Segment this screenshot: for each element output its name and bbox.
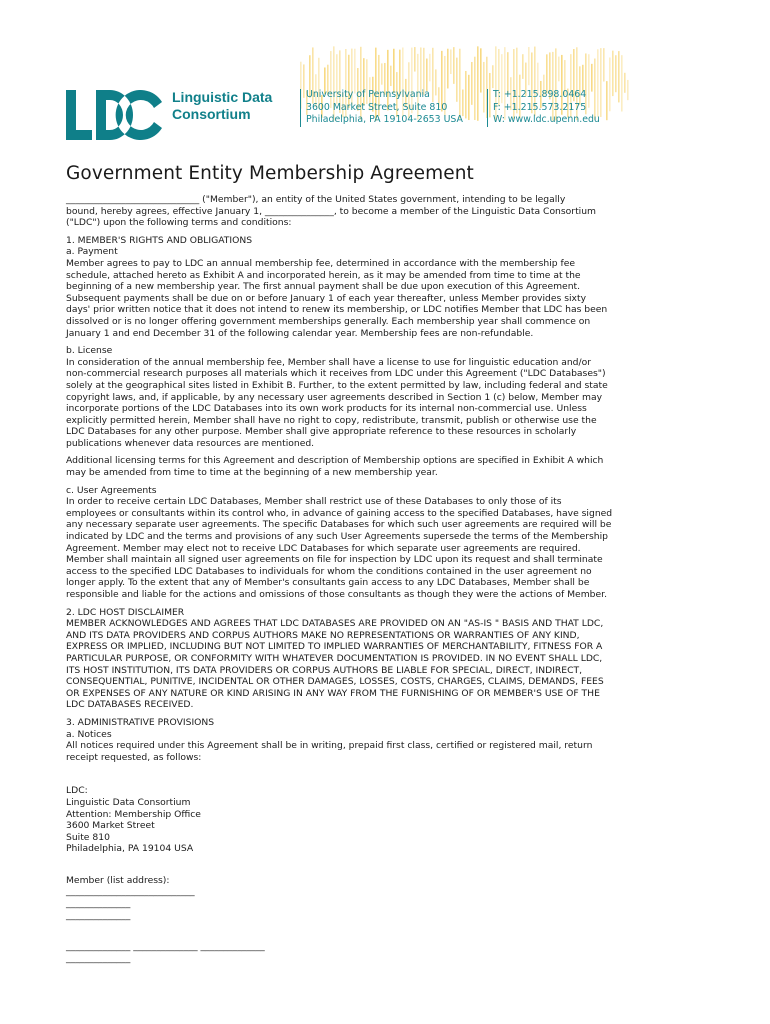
postal-address (300, 89, 463, 127)
section-3a-heading: a. Notices (66, 728, 112, 740)
decorative-stripe (621, 55, 623, 111)
page-title: Government Entity Membership Agreement (66, 163, 474, 184)
spacer (66, 927, 666, 941)
section-1a-heading: a. Payment (66, 246, 118, 258)
decorative-stripe (423, 48, 425, 95)
decorative-stripe (492, 65, 494, 88)
org-name (172, 89, 272, 123)
section-1c-heading: c. User Agreements (66, 484, 157, 496)
decorative-stripe (447, 49, 449, 89)
section-1b-heading: b. License (66, 345, 113, 357)
intro-paragraph: _____________________________ ("Member"), an entity of the United States government, intending to be legally bound, hereby agrees, effective January 1, _______________, to become a member of the Linguistic Data Consortium ("LDC") upon the following terms and conditions: (66, 194, 596, 229)
decorative-stripe (429, 54, 431, 82)
decorative-stripe (582, 65, 584, 92)
fax: F: +1.215.573.2175 (493, 101, 587, 113)
section-1c-text: In order to receive certain LDC Databases, Member shall restrict use of these Databases to only those of its employees or consultants within its control who, in advance of gaining access to the specified Databases, have signed any necessary separate user agreements. The specific Databases for which such user agreements are required will be indicated by LDC and the terms and provisions of any such User Agreements supersede the terms of the Membership Agreement. Member may elect not to receive LDC Databases for which separate user agreements are required. Member shall maintain all signed user agreements on file for inspection by LDC upon its request and shall terminate access to the specified LDC Databases to individuals for whom the conditions contained in the user agreement no longer apply. To the extent that any of Member's consultants gain access to any LDC Databases, Member shall be responsible and liable for the actions and omissions of those consultants as though they were the actions of Member. (66, 496, 613, 600)
member-address-blank-2[interactable]: ______________ ______________ ______________ ______________ (66, 941, 265, 964)
decorative-stripe (618, 51, 620, 102)
member-address-label: Member (list address): (66, 874, 170, 886)
decorative-stripe (591, 64, 593, 92)
section-1a-text: Member agrees to pay to LDC an annual membership fee, determined in accordance with the membership fee schedule, attached hereto as Exhibit A and incorporated herein, as it may be amended from time to time at the beginning of a new membership year. The first annual payment shall be due upon execution of this Agreement. Subsequent payments shall be due on or before January 1 of each year thereafter, unless Member provides sixty days' prior written notice that it does not intend to renew its membership, or LDC notifies Member that LDC has been dissolved or is no longer offering government memberships generally. Each membership year shall commence on January 1 and end December 31 of the following calendar year. Membership fees are non-refundable. (66, 257, 608, 339)
section-1b-additional: Additional licensing terms for this Agreement and description of Membership options are specified in Exhibit A which may be amended from time to time at the beginning of a new membership year. (66, 455, 604, 479)
decorative-stripe (480, 48, 482, 92)
decorative-stripe (453, 47, 455, 84)
contact-info (487, 89, 600, 127)
decorative-stripe (603, 48, 605, 81)
decorative-stripe (546, 54, 548, 93)
decorative-stripe (426, 59, 428, 92)
decorative-stripe (354, 49, 356, 94)
spacer (66, 769, 666, 785)
decorative-stripe (414, 47, 416, 71)
address-line: University of Pennsylvania (306, 89, 430, 100)
decorative-stripe (381, 63, 383, 84)
decorative-stripe (627, 80, 629, 100)
section-3-heading: 3. ADMINISTRATIVE PROVISIONS (66, 716, 215, 728)
decorative-stripe (420, 47, 422, 94)
section-3a-text: All notices required under this Agreement shall be in writing, prepaid first class, certified or registered mail, return receipt requested, as follows: (66, 740, 593, 763)
member-address-blank[interactable]: ____________________________ ______________ ______________ (66, 886, 195, 921)
decorative-stripe (471, 62, 473, 105)
phone: T: +1.215.898.0464 (493, 89, 587, 100)
decorative-stripe (465, 71, 467, 118)
org-name-line2: Consortium (172, 106, 251, 122)
decorative-stripe (474, 57, 476, 120)
org-name-line1: Linguistic Data (172, 89, 273, 105)
section-2-text: MEMBER ACKNOWLEDGES AND AGREES THAT LDC DATABASES ARE PROVIDED ON AN "AS-IS " BASIS AND THAT LDC, AND ITS DATA PROVIDERS AND CORPUS AUTHORS MAKE NO REPRESENTATIONS OR WARRANTIES OF ANY KIND, EXPRESS OR IMPLIED, INCLUDING BUT NOT LIMITED TO IMPLIED WARRANTIES OF MERCHANTABILITY, FITNESS FOR A PARTICULAR PURPOSE, OR CONFORMITY WITH WHATEVER DOCUMENTATION IS PROVIDED. IN NO EVENT SHALL LDC, ITS HOST INSTITUTION, ITS DATA PROVIDERS OR CORPUS AUTHORS BE LIABLE FOR SPECIAL, DIRECT, INDIRECT, CONSEQUENTIAL, PUNITIVE, INCIDENTAL OR OTHER DAMAGES, LOSSES, COSTS, CHARGES, CLAIMS, DEMANDS, FEES OR EXPENSES OF ANY NATURE OR KIND ARISING IN ANY WAY FROM THE FURNISHING OF OR MEMBER'S USE OF THE LDC DATABASES RECEIVED. (66, 618, 604, 711)
decorative-stripe (615, 55, 617, 92)
decorative-stripe (600, 48, 602, 117)
spacer (66, 861, 666, 875)
decorative-stripe (393, 49, 395, 93)
website-link[interactable]: W: www.ldc.upenn.edu (493, 114, 600, 125)
section-2-heading: 2. LDC HOST DISCLAIMER (66, 606, 185, 618)
ldc-notice-address: LDC: Linguistic Data Consortium Attention: Membership Office 3600 Market Street Suite 810 Philadelphia, PA 19104 USA (66, 785, 201, 855)
ldc-logo-icon (66, 90, 164, 140)
address-line: 3600 Market Street, Suite 810 (306, 101, 448, 113)
decorative-stripe (558, 57, 560, 82)
decorative-stripe (606, 81, 608, 120)
decorative-stripe (528, 47, 530, 85)
decorative-stripe (609, 57, 611, 111)
agreement-body (66, 194, 666, 970)
decorative-stripe (390, 66, 392, 86)
decorative-stripe (483, 62, 485, 113)
letterhead (0, 0, 770, 160)
decorative-stripe (477, 46, 479, 120)
decorative-stripe (450, 49, 452, 74)
decorative-stripe (507, 52, 509, 93)
section-1-heading: 1. MEMBER'S RIGHTS AND OBLIGATIONS (66, 234, 253, 246)
decorative-stripe (612, 51, 614, 96)
decorative-stripe (522, 54, 524, 79)
decorative-stripe (624, 73, 626, 93)
decorative-stripe (468, 75, 470, 120)
address-line: Philadelphia, PA 19104-2653 USA (306, 114, 463, 125)
section-1b-text: In consideration of the annual membership fee, Member shall have a license to use for linguistic education and/or non-commercial research purposes all materials which it receives from LDC under this Agreement ("LDC Databases") solely at the geographical sites listed in Exhibit B. Further, to the extent permitted by law, including federal and state copyright laws, and, if applicable, by any necessary user agreements described in Section 1 (c) below, Member may incorporate portions of the LDC Databases into its own work products for its internal non-commercial use. Unless explicitly permitted herein, Member shall have no right to copy, redistribute, transmit, publish or otherwise use the LDC Databases for any other purpose. Member shall give appropriate reference to these resources in scholarly publications whenever data resources are mentioned. (66, 356, 608, 449)
